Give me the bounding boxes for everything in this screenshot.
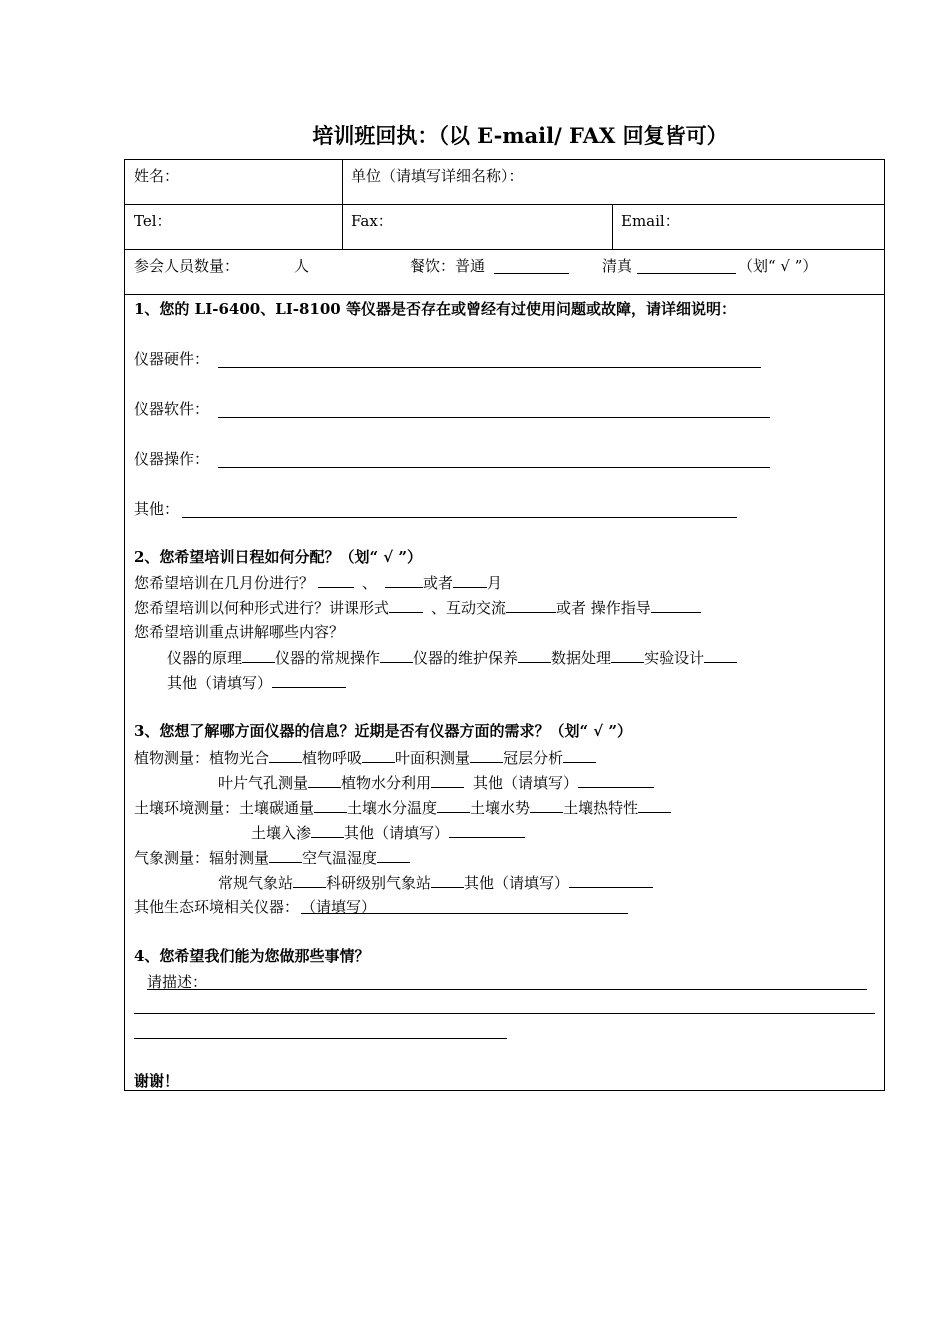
fax-field-label: Fax： bbox=[351, 212, 393, 230]
month-question-line bbox=[134, 572, 502, 593]
operation-label: 仪器操作： bbox=[134, 450, 210, 468]
plant-option-other: 其他（请填写） bbox=[473, 774, 579, 792]
format-handson-blank[interactable] bbox=[651, 597, 701, 613]
content-blank-data[interactable] bbox=[611, 647, 644, 663]
soil-blank-moisture-temp[interactable] bbox=[437, 797, 470, 813]
plant-blank-photosynthesis[interactable] bbox=[269, 747, 302, 763]
content-option-design: 实验设计 bbox=[644, 649, 705, 667]
content-question: 您希望培训重点讲解哪些内容？ bbox=[134, 623, 345, 641]
eco-line bbox=[134, 897, 628, 917]
meal-normal-label: 餐饮：普通 bbox=[410, 257, 486, 275]
soil-blank-thermal[interactable] bbox=[638, 797, 671, 813]
meal-halal-blank[interactable] bbox=[637, 273, 736, 274]
month-or-text: 或者 bbox=[423, 574, 454, 592]
content-blank-operation[interactable] bbox=[380, 647, 413, 663]
format-interactive-text: 、互动交流 bbox=[431, 599, 507, 617]
format-interactive-blank[interactable] bbox=[506, 597, 556, 613]
plant-category-label: 植物测量： bbox=[134, 749, 210, 767]
eco-category-label: 其他生态环境相关仪器： bbox=[134, 898, 300, 916]
content-blank-design[interactable] bbox=[704, 647, 737, 663]
met-option-research-station: 科研级别气象站 bbox=[326, 874, 432, 892]
other-issue-label: 其他： bbox=[134, 500, 180, 518]
registration-form bbox=[124, 159, 885, 1091]
plant-blank-canopy[interactable] bbox=[563, 747, 596, 763]
question-1-heading: 1、您的 LI-6400、LI-8100 等仪器是否存在或曾经有过使用问题或故障，请详细说明： bbox=[134, 300, 736, 318]
content-blank-maintenance[interactable] bbox=[518, 647, 551, 663]
month-question-text: 您希望培训在几月份进行？ bbox=[134, 574, 315, 592]
format-lecture-blank[interactable] bbox=[389, 597, 423, 613]
soil-blank-infiltration[interactable] bbox=[311, 822, 344, 838]
plant-option-stomata: 叶片气孔测量 bbox=[218, 774, 309, 792]
question-3-heading: 3、您想了解哪方面仪器的信息？近期是否有仪器方面的需求？（划“ √ ”） bbox=[134, 722, 632, 740]
month-blank-2[interactable] bbox=[385, 572, 423, 588]
column-divider bbox=[342, 160, 343, 249]
soil-option-infiltration: 土壤入渗 bbox=[251, 824, 312, 842]
form-title: 培训班回执：（以 E-mail/ FAX 回复皆可） bbox=[312, 123, 728, 148]
met-line-1 bbox=[134, 847, 410, 868]
month-blank-3[interactable] bbox=[453, 572, 487, 588]
content-option-other: 其他（请填写） bbox=[167, 674, 273, 692]
content-options-line bbox=[167, 647, 737, 668]
content-option-principle: 仪器的原理 bbox=[167, 649, 243, 667]
met-option-other: 其他（请填写） bbox=[464, 874, 570, 892]
met-blank-other[interactable] bbox=[569, 872, 653, 888]
soil-line-1 bbox=[134, 797, 671, 818]
attendee-count-unit: 人 bbox=[294, 257, 310, 275]
plant-option-water-use: 植物水分利用 bbox=[341, 774, 432, 792]
training-format-line bbox=[134, 597, 701, 618]
met-blank-standard-station[interactable] bbox=[293, 872, 326, 888]
format-handson-text: 或者 操作指导 bbox=[556, 599, 651, 617]
plant-option-canopy: 冠层分析 bbox=[503, 749, 564, 767]
row-divider bbox=[125, 249, 884, 250]
question-4-heading: 4、您希望我们能为您做那些事情？ bbox=[134, 947, 370, 965]
format-lecture-text: 您希望培训以何种形式进行？讲课形式 bbox=[134, 599, 390, 617]
month-suffix: 月 bbox=[487, 574, 503, 592]
met-blank-research-station[interactable] bbox=[431, 872, 464, 888]
soil-blank-water-potential[interactable] bbox=[530, 797, 563, 813]
met-option-standard-station: 常规气象站 bbox=[218, 874, 294, 892]
plant-blank-stomata[interactable] bbox=[308, 772, 341, 788]
describe-label: 请描述： bbox=[147, 973, 208, 991]
attendee-count-label: 参会人员数量： bbox=[134, 257, 240, 275]
plant-blank-other[interactable] bbox=[578, 772, 654, 788]
plant-blank-leaf-area[interactable] bbox=[470, 747, 503, 763]
describe-blank-3[interactable] bbox=[134, 1038, 507, 1039]
question-2-heading: 2、您希望培训日程如何分配？（划“ √ ”） bbox=[134, 548, 422, 566]
hardware-label: 仪器硬件： bbox=[134, 350, 210, 368]
check-mark-note: （划“ √ ”） bbox=[738, 257, 818, 275]
other-issue-blank[interactable] bbox=[182, 517, 737, 518]
soil-option-thermal: 土壤热特性 bbox=[563, 799, 639, 817]
software-blank[interactable] bbox=[218, 417, 770, 418]
eco-fill-field[interactable] bbox=[301, 897, 628, 914]
content-other-line bbox=[167, 672, 346, 693]
plant-option-respiration: 植物呼吸 bbox=[302, 749, 363, 767]
soil-option-moisture-temp: 土壤水分温度 bbox=[347, 799, 438, 817]
met-blank-radiation[interactable] bbox=[269, 847, 302, 863]
met-option-air-temp-humidity: 空气温湿度 bbox=[302, 849, 378, 867]
met-line-2 bbox=[218, 872, 653, 893]
soil-option-water-potential: 土壤水势 bbox=[470, 799, 531, 817]
plant-option-leaf-area: 叶面积测量 bbox=[395, 749, 471, 767]
soil-category-label: 土壤环境测量： bbox=[134, 799, 240, 817]
describe-blank-1[interactable] bbox=[147, 989, 867, 990]
plant-line-2 bbox=[218, 772, 654, 793]
content-option-data: 数据处理 bbox=[551, 649, 612, 667]
row-divider bbox=[125, 294, 884, 295]
unit-field-label: 单位（请填写详细名称）： bbox=[351, 167, 524, 185]
soil-option-other: 其他（请填写） bbox=[344, 824, 450, 842]
plant-option-photosynthesis: 植物光合 bbox=[209, 749, 270, 767]
hardware-blank[interactable] bbox=[218, 367, 761, 368]
eco-fill-hint: （请填写） bbox=[301, 898, 377, 916]
soil-blank-other[interactable] bbox=[449, 822, 525, 838]
plant-blank-respiration[interactable] bbox=[362, 747, 395, 763]
met-blank-air-temp-humidity[interactable] bbox=[377, 847, 410, 863]
content-option-operation: 仪器的常规操作 bbox=[275, 649, 381, 667]
content-blank-other[interactable] bbox=[272, 672, 346, 688]
software-label: 仪器软件： bbox=[134, 400, 210, 418]
email-field-label: Email： bbox=[621, 212, 680, 230]
operation-blank[interactable] bbox=[218, 467, 770, 468]
plant-blank-water-use[interactable] bbox=[431, 772, 464, 788]
soil-line-2 bbox=[251, 822, 525, 843]
soil-blank-carbon-flux[interactable] bbox=[314, 797, 347, 813]
plant-line-1 bbox=[134, 747, 596, 768]
column-divider bbox=[612, 204, 613, 249]
thanks-text: 谢谢！ bbox=[134, 1072, 180, 1090]
soil-option-carbon-flux: 土壤碳通量 bbox=[239, 799, 315, 817]
met-option-radiation: 辐射测量 bbox=[209, 849, 270, 867]
row-divider bbox=[125, 204, 884, 205]
meal-normal-blank[interactable] bbox=[494, 273, 569, 274]
met-category-label: 气象测量： bbox=[134, 849, 210, 867]
describe-blank-2[interactable] bbox=[134, 1013, 875, 1014]
month-separator: 、 bbox=[362, 574, 378, 592]
meal-halal-label: 清真 bbox=[602, 257, 633, 275]
month-blank-1[interactable] bbox=[318, 572, 354, 588]
content-blank-principle[interactable] bbox=[242, 647, 275, 663]
tel-field-label: Tel： bbox=[134, 212, 172, 230]
name-field-label: 姓名： bbox=[134, 167, 180, 185]
content-option-maintenance: 仪器的维护保养 bbox=[413, 649, 519, 667]
